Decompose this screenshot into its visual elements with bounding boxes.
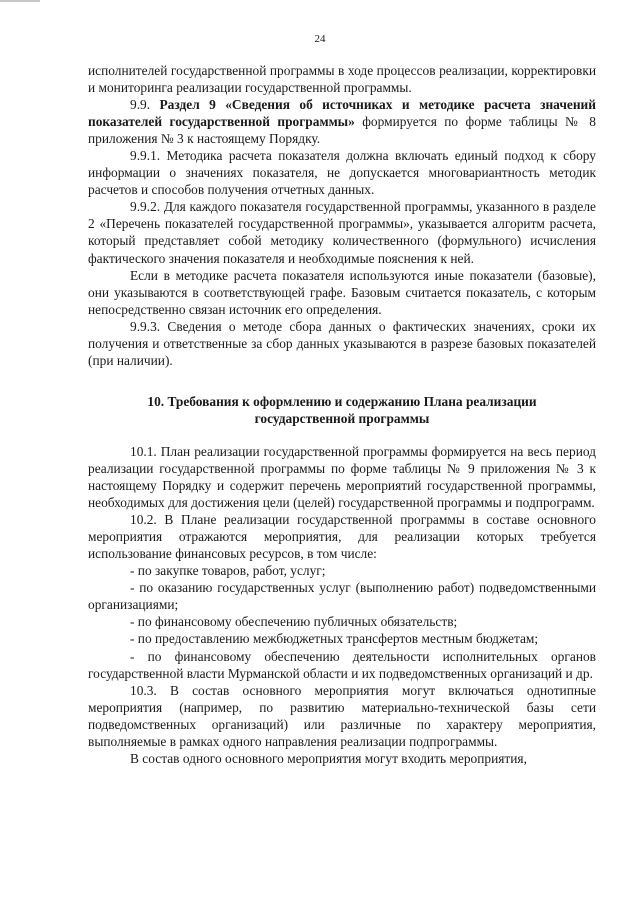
list-item: - по оказанию государственных услуг (выполнению работ) подведомственными организациями;: [88, 580, 596, 613]
list-item: - по финансовому обеспечению деятельности исполнительных органов государственной власти Мурманской области и их подведомственных организаций и др.: [88, 648, 596, 681]
list-item: - по закупке товаров, работ, услуг;: [130, 563, 326, 579]
heading-spacer: [88, 427, 596, 443]
section-heading-10: [88, 393, 596, 427]
paragraph-base-indicators: Если в методике расчета показателя используются иные показатели (базовые), они указываются в соответствующей графе. Базовым считается показатель, с которым непосредственно связан источник его определения.: [88, 267, 596, 317]
paragraph-10-2: 10.2. В Плане реализации государственной программы в составе основного мероприятия отражаются мероприятия, для реализации которых требуется использование финансовых ресурсов, в том числе:: [88, 512, 596, 562]
list-item: - по предоставлению межбюджетных трансфертов местным бюджетам;: [130, 631, 539, 647]
paragraph-9-9-rest: формируется по форме таблицы № 8 приложения № 3 к настоящему Порядку.: [88, 114, 596, 147]
paragraph-9-9-1: 9.9.1. Методика расчета показателя должна включать единый подход к сбору информации о значениях показателя, не допускается многовариантность методик расчетов и способов получения отчетных данных.: [88, 148, 596, 198]
document-body: [88, 62, 596, 767]
section-spacer: [88, 369, 596, 393]
page-number: 24: [314, 33, 326, 45]
paragraph-9-9-number: 9.9.: [130, 97, 160, 113]
paragraph-9-9: [88, 96, 596, 147]
paragraph-final: В состав одного основного мероприятия могут входить мероприятия,: [130, 750, 527, 766]
paragraph-9-9-2: 9.9.2. Для каждого показателя государственной программы, указанного в разделе 2 «Перечень показателей государственной программы», указывается алгоритм расчета, который представляет собой методику количественного (формульного) исчисления фактического значения показателя и необходимые пояснения к ней.: [88, 199, 596, 266]
paragraph-9-9-bold-title: Раздел 9 «Сведения об источниках и методике расчета значений показателей государственной программы»: [88, 97, 596, 130]
paragraph-10-3: 10.3. В состав основного мероприятия могут включаться однотипные мероприятия (например, по развитию материально-технической базы сети подведомственных организаций) или различные по характеру мероприятия, выполняемые в рамках одного направления реализации подпрограммы.: [88, 682, 596, 749]
paragraph-continuation: исполнителей государственной программы в ходе процессов реализации, корректировки и мониторинга реализации государственной программы.: [88, 63, 596, 96]
paragraph-10-1: 10.1. План реализации государственной программы формируется на весь период реализации государственной программы по форме таблицы № 9 приложения № 3 к настоящему Порядку и содержит перечень мероприятий государственной программы, необходимых для достижения цели (целей) государственной программы и подпрограмм.: [88, 443, 596, 511]
section-heading-line-2: государственной программы: [254, 410, 430, 426]
section-heading-line-1: 10. Требования к оформлению и содержанию Плана реализации: [147, 393, 537, 409]
scan-edge-mark: [0, 0, 40, 2]
paragraph-9-9-3: 9.9.3. Сведения о методе сбора данных о фактических значениях, сроки их получения и ответственные за сбор данных указываются в разрезе базовых показателей (при наличии).: [88, 318, 596, 368]
list-item: - по финансовому обеспечению публичных обязательств;: [130, 614, 458, 630]
